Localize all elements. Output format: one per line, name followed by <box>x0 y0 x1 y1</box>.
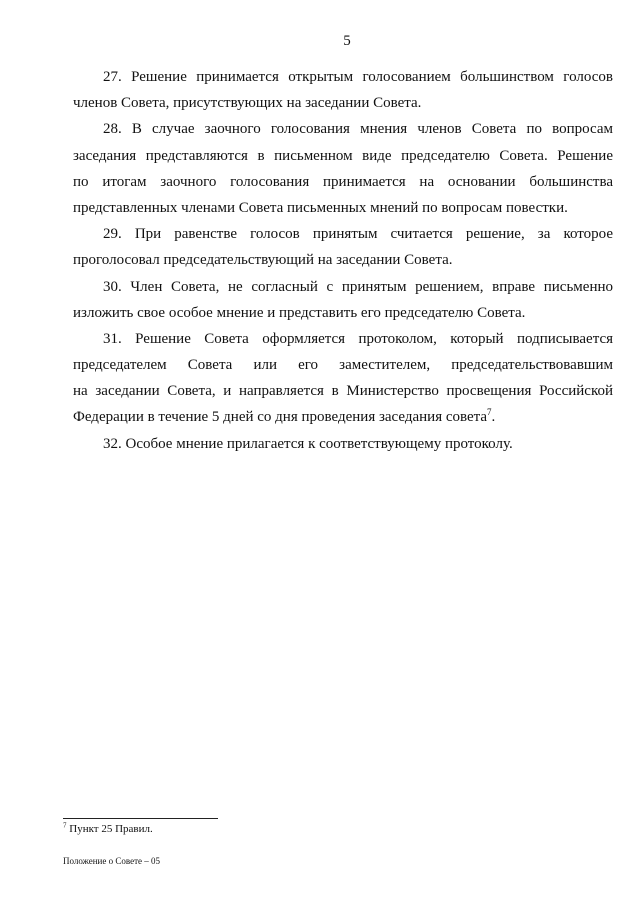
text-line: 27. Решение принимается открытым голосованием большинством голосов <box>103 69 613 85</box>
paragraph-27 <box>73 64 613 116</box>
text-line: 29. При равенстве голосов принятым считается решение, за которое <box>103 226 613 243</box>
page-footer: Положение о Совете – 05 <box>63 856 160 866</box>
text-line: 31. Решение Совета оформляется протоколом, который подписывается <box>103 330 613 347</box>
paragraph-31 <box>73 326 613 431</box>
paragraph-30 <box>73 274 613 326</box>
text-line: членов Совета, присутствующих на заседании Совета. <box>73 95 422 112</box>
text-line: 32. Особое мнение прилагается к соответствующему протоколу. <box>103 435 513 452</box>
text-line: представленных членами Совета письменных мнений по вопросам повестки. <box>73 199 568 216</box>
document-body <box>73 64 613 457</box>
text-line <box>73 404 613 430</box>
footnote-reference: 7 <box>487 407 492 418</box>
text-line: проголосовал председательствующий на заседании Совета. <box>73 252 453 269</box>
text-line: 30. Член Совета, не согласный с принятым решением, вправе письменно <box>103 278 613 295</box>
footnote-marker: 7 <box>63 821 67 830</box>
text-line: 28. В случае заочного голосования мнения членов Совета по вопросам <box>103 121 613 138</box>
footnote-text: Пункт 25 Правил. <box>69 823 153 835</box>
text-line: на заседании Совета, и направляется в Министерство просвещения Российской <box>73 383 613 400</box>
footnote <box>63 822 153 836</box>
text-line: заседания представляются в письменном виде председателю Совета. Решение <box>73 147 613 164</box>
text-line: по итогам заочного голосования принимается на основании большинства <box>73 173 613 190</box>
paragraph-29 <box>73 221 613 273</box>
page-number: 5 <box>343 33 351 49</box>
text-line: изложить свое особое мнение и представить его председателю Совета. <box>73 304 526 321</box>
footnote-separator <box>63 818 218 819</box>
sentence-end: . <box>491 409 496 426</box>
paragraph-32 <box>73 431 613 457</box>
paragraph-28 <box>73 116 613 221</box>
text-line-content: Федерации в течение 5 дней со дня проведения заседания совета <box>73 409 488 426</box>
text-line: председателем Совета или его заместителем, председательствовавшим <box>73 357 613 374</box>
